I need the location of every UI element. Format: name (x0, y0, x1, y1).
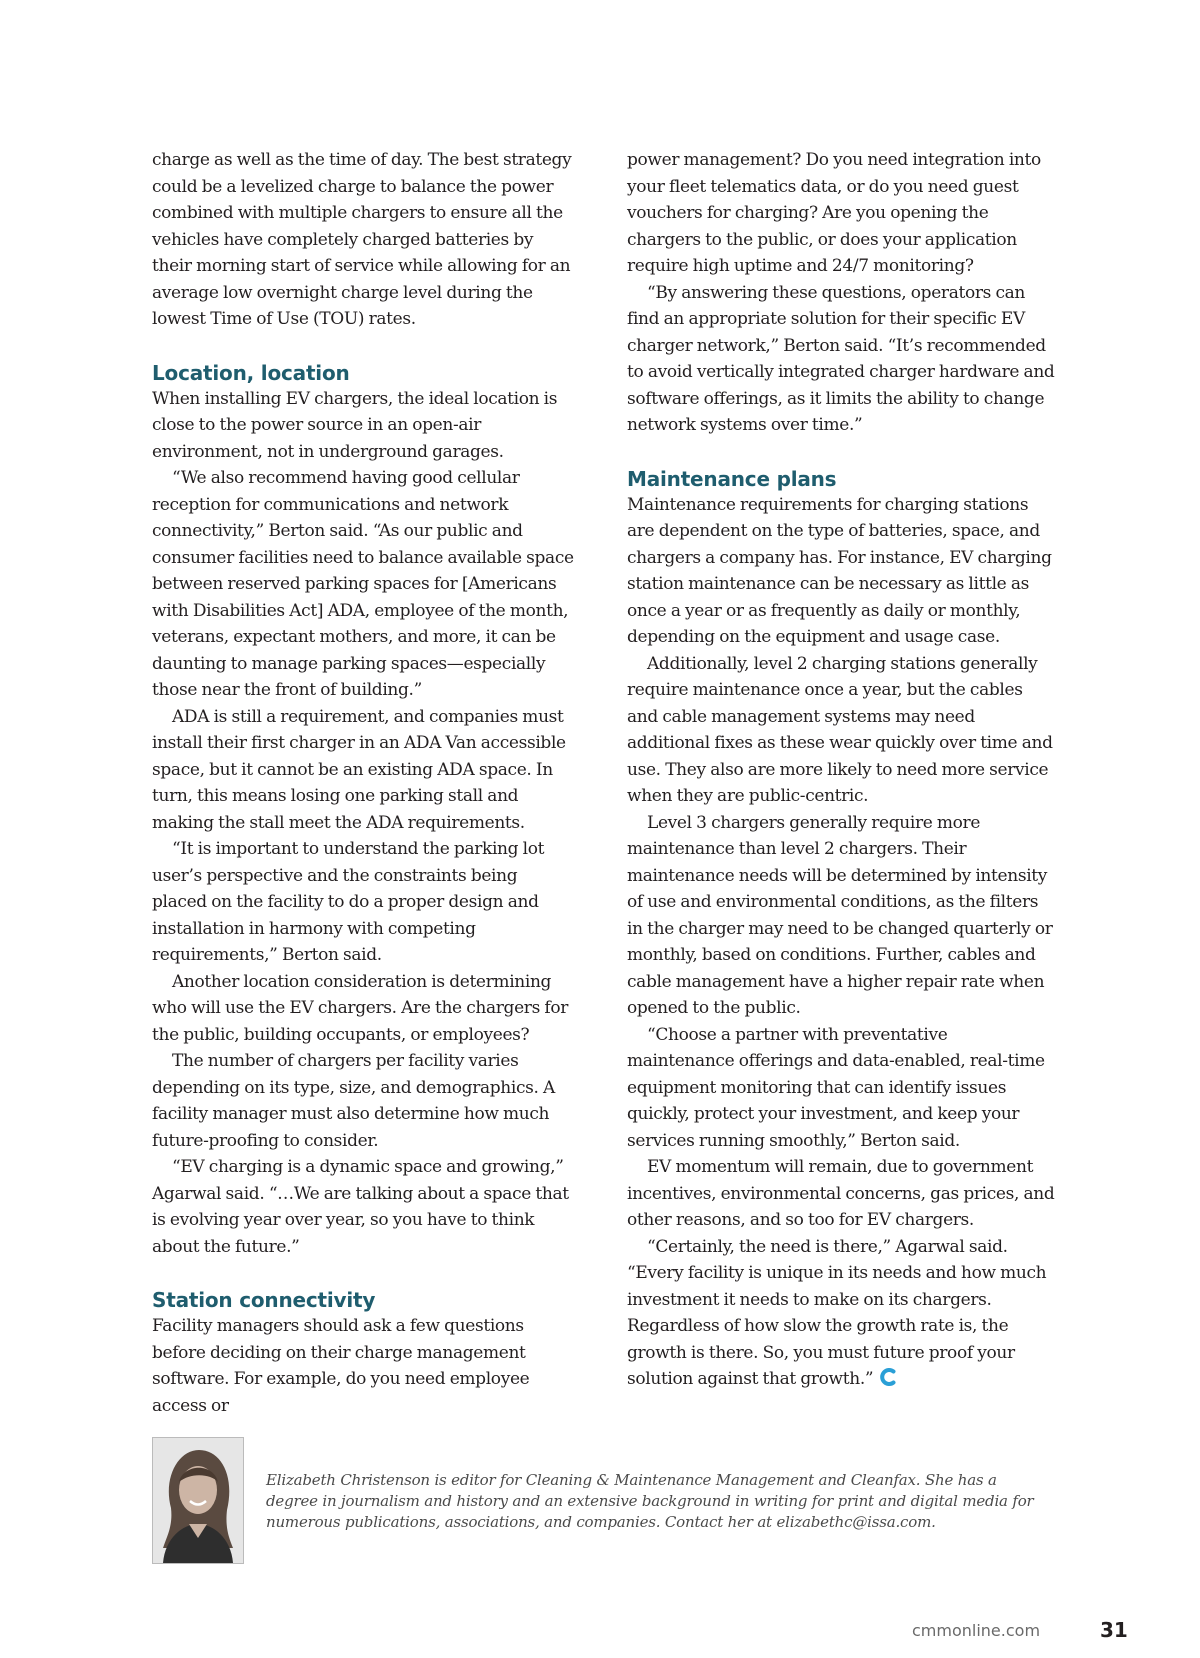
body-paragraph: When installing EV chargers, the ideal location is close to the power source in an open-air environment, not in underground garages. (152, 388, 558, 462)
body-paragraph: “By answering these questions, operators can find an appropriate solution for their specific EV charger network,” Berton said. “It’s recommended to avoid vertically integrated charger hardware and software offerings, as it limits the ability to change network systems over time.” (627, 282, 1055, 435)
left-column (152, 147, 576, 1419)
body-paragraph: EV momentum will remain, due to government incentives, environmental concerns, gas prices, and other reasons, and so too for EV chargers. (627, 1157, 1055, 1230)
page-number: 31 (1100, 1618, 1128, 1642)
final-paragraph-text: “Certainly, the need is there,” Agarwal said. “Every facility is unique in its needs and how much investment it needs to make on its chargers. Regardless of how slow the growth rate is, the growth is there. So, you must future proof your solution against that growth.” (627, 1236, 1047, 1389)
body-paragraph: charge as well as the time of day. The best strategy could be a levelized charge to balance the power combined with multiple chargers to ensure all the vehicles have completely charged batteries by their morning start of service while allowing for an average low overnight charge level during the lowest Time of Use (TOU) rates. (152, 150, 572, 329)
body-paragraph: “We also recommend having good cellular reception for communications and network connectivity,” Berton said. “As our public and consumer facilities need to balance available space between reserved parking spaces for [Americans with Disabilities Act] ADA, employee of the month, veterans, expectant mothers, and more, it can be daunting to manage parking spaces—especially those near the front of building.” (152, 468, 574, 700)
end-mark-icon (878, 1367, 898, 1387)
body-paragraph: power management? Do you need integration into your fleet telematics data, or do you need guest vouchers for charging? Are you opening the chargers to the public, or does your application require high uptime and 24/7 monitoring? (627, 150, 1041, 276)
section-heading-station: Station connectivity (152, 1288, 376, 1312)
body-paragraph: Another location consideration is determining who will use the EV chargers. Are the chargers for the public, building occupants, or employees? (152, 971, 569, 1045)
body-paragraph: “Choose a partner with preventative maintenance offerings and data-enabled, real-time equipment monitoring that can identify issues quickly, protect your investment, and keep your services running smoothly,” Berton said. (627, 1024, 1045, 1151)
body-paragraph: “EV charging is a dynamic space and growing,” Agarwal said. “…We are talking about a space that is evolving year over year, so you have to think about the future.” (152, 1157, 569, 1257)
section-heading-maintenance: Maintenance plans (627, 466, 837, 491)
author-bio: Elizabeth Christenson is editor for Cleaning & Maintenance Management and Cleanfax. She has a degree in journalism and history and an extensive background in writing for print and digital media for numerous publications, associations, and companies. Contact her at elizabethc@issa.com. (266, 1471, 1034, 1531)
right-column (627, 147, 1055, 1393)
final-paragraph (627, 1234, 1055, 1393)
author-portrait-icon (153, 1438, 243, 1563)
body-paragraph: Facility managers should ask a few questions before deciding on their charge management software. For example, do you need employee access or (152, 1316, 530, 1416)
body-paragraph: “It is important to understand the parking lot user’s perspective and the constraints being placed on the facility to do a proper design and installation in harmony with competing requirements,” Berton said. (152, 839, 545, 965)
site-url: cmmonline.com (912, 1621, 1041, 1640)
body-paragraph: Level 3 chargers generally require more maintenance than level 2 chargers. Their maintenance needs will be determined by intensity of use and environmental conditions, as the filters in the charger may need to be changed quarterly or monthly, based on conditions. Further, cables and cable management have a higher repair rate when opened to the public. (627, 812, 1053, 1018)
section-heading-location: Location, location (152, 360, 350, 385)
body-paragraph: Maintenance requirements for charging stations are dependent on the type of batteries, space, and chargers a company has. For instance, EV charging station maintenance can be necessary as little as once a year or as frequently as daily or monthly, depending on the equipment and usage case. (627, 494, 1052, 647)
author-photo (152, 1437, 244, 1564)
body-paragraph: ADA is still a requirement, and companies must install their first charger in an ADA Van accessible space, but it cannot be an existing ADA space. In turn, this means losing one parking stall and making the stall meet the ADA requirements. (152, 706, 566, 833)
body-paragraph: The number of chargers per facility varies depending on its type, size, and demographics. A facility manager must also determine how much future-proofing to consider. (152, 1051, 555, 1151)
body-paragraph: Additionally, level 2 charging stations generally require maintenance once a year, but the cables and cable management systems may need additional fixes as these wear quickly over time and use. They also are more likely to need more service when they are public-centric. (627, 653, 1053, 806)
